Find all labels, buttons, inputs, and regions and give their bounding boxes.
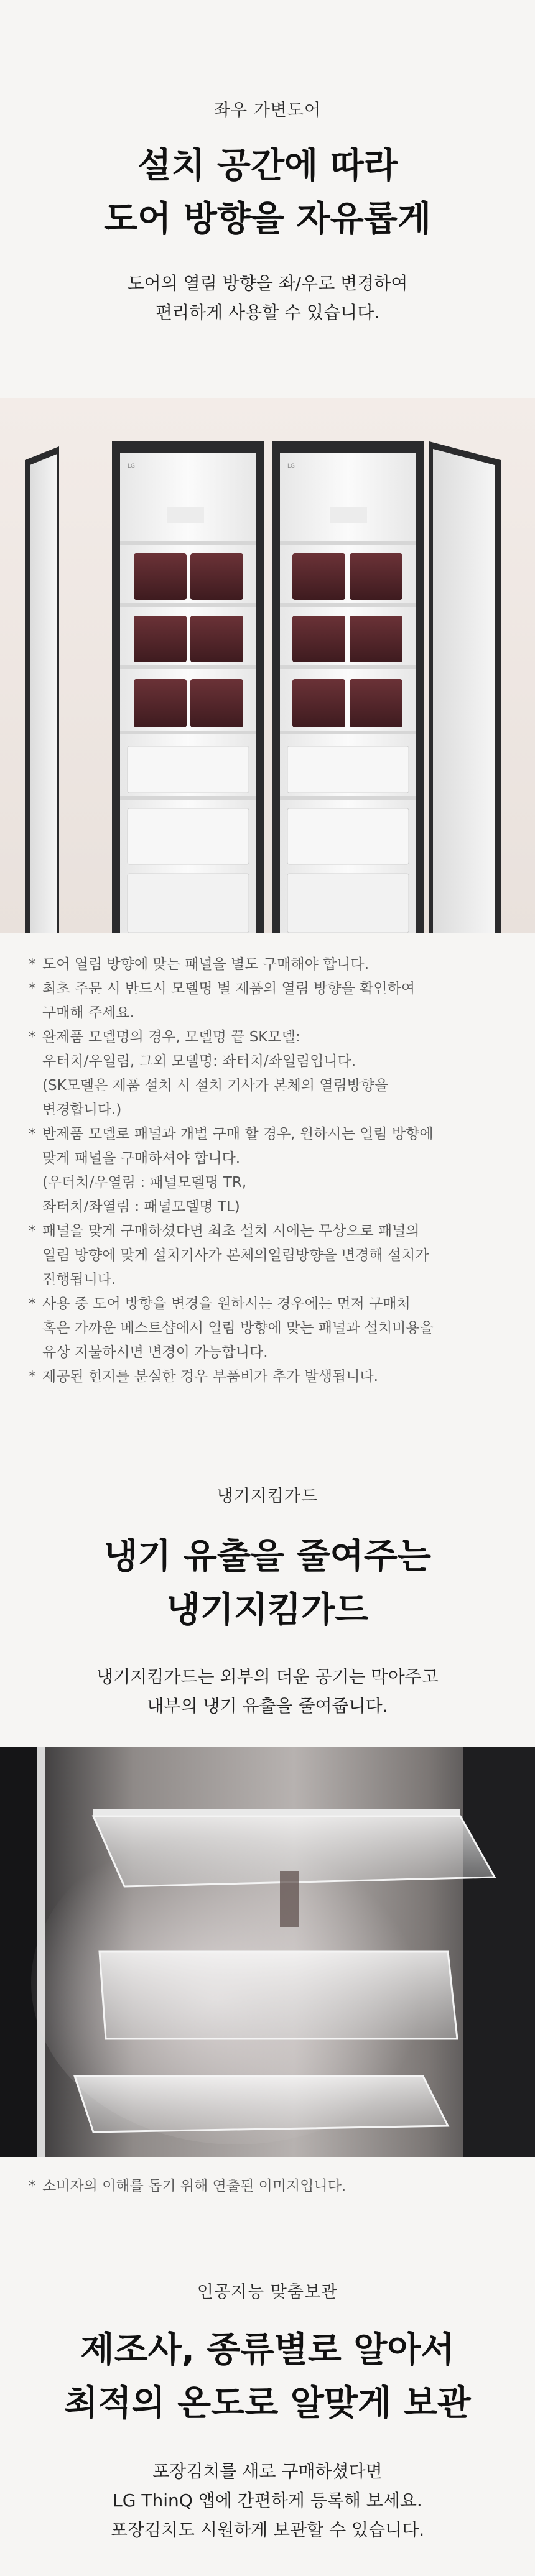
section-description <box>0 2457 535 2563</box>
title-line-2: 최적의 온도로 알맞게 보관 <box>64 2383 471 2424</box>
note-line: 구매해 주세요. <box>42 1005 134 1021</box>
title-line-1: 냉기 유출을 줄여주는 <box>104 1536 431 1577</box>
note-item <box>29 1025 506 1122</box>
desc-line-2: 편리하게 사용할 수 있습니다. <box>155 302 380 323</box>
desc-line-3: 포장김치도 시원하게 보관할 수 있습니다. <box>110 2519 425 2540</box>
note-item <box>29 977 506 1025</box>
section-title <box>0 2324 535 2431</box>
fridge-product-image <box>0 398 535 933</box>
note-line: * 반제품 모델로 패널과 개별 구매 할 경우, 원하시는 열림 방향에 <box>42 1126 434 1142</box>
svg-text:LG: LG <box>128 463 135 469</box>
note-line: 우터치/우열림, 그외 모델명: 좌터치/좌열림입니다. <box>42 1053 356 1069</box>
note-item <box>29 2174 506 2199</box>
right-fridge-unit <box>272 441 501 933</box>
desc-line-2: LG ThinQ 앱에 간편하게 등록해 보세요. <box>113 2490 422 2511</box>
note-item <box>29 1122 506 1219</box>
note-line: 혹은 가까운 베스트샵에서 열림 방향에 맞는 패널과 설치비용을 <box>42 1320 434 1336</box>
note-item <box>29 953 506 977</box>
note-line: * 완제품 모델명의 경우, 모델명 끝 SK모델: <box>42 1029 300 1045</box>
note-line: 변경합니다.) <box>42 1102 122 1118</box>
note-line: 열림 방향에 맞게 설치기사가 본체의열림방향을 변경해 설치가 <box>42 1247 429 1263</box>
section-description <box>0 269 535 327</box>
note-item <box>29 1292 506 1365</box>
desc-line-2: 내부의 냉기 유출을 줄여줍니다. <box>147 1696 388 1716</box>
title-line-1: 설치 공간에 따라 <box>137 145 398 186</box>
note-line: (우터치/우열림 : 패널모델명 TR, <box>42 1175 247 1191</box>
fridge-illustration <box>0 398 535 933</box>
section-eyebrow: 냉기지킴가드 <box>216 1487 319 1506</box>
desc-line-1: 도어의 열림 방향을 좌/우로 변경하여 <box>127 273 408 293</box>
note-line: 진행됩니다. <box>42 1272 116 1288</box>
note-line: 좌터치/좌열림 : 패널모델명 TL) <box>42 1199 240 1215</box>
note-line: * 사용 중 도어 방향을 변경을 원하시는 경우에는 먼저 구매처 <box>42 1296 411 1312</box>
note-line: 맞게 패널을 구매하셔야 합니다. <box>42 1150 241 1166</box>
note-line: * 최초 주문 시 반드시 모델명 별 제품의 열림 방향을 확인하여 <box>42 981 416 997</box>
title-line-2: 냉기지킴가드 <box>166 1590 369 1630</box>
title-line-1: 제조사, 종류별로 알아서 <box>80 2330 455 2370</box>
cold-guard-image <box>0 1747 535 2157</box>
note-line: * 제공된 힌지를 분실한 경우 부품비가 추가 발생됩니다. <box>42 1369 378 1385</box>
desc-line-1: 냉기지킴가드는 외부의 더운 공기는 막아주고 <box>96 1666 439 1687</box>
note-line: (SK모델은 제품 설치 시 설치 기사가 본체의 열림방향을 <box>42 1078 389 1094</box>
section-title <box>0 1530 535 1637</box>
note-line: * 소비자의 이해를 돕기 위해 연출된 이미지입니다. <box>42 2178 347 2194</box>
ai-storage-section <box>0 2199 535 2563</box>
section-title <box>0 139 535 246</box>
cold-guard-illustration <box>0 1747 535 2157</box>
section-eyebrow: 인공지능 맞춤보관 <box>197 2283 338 2302</box>
note-item <box>29 1219 506 1292</box>
section-description <box>0 1662 535 1720</box>
door-notes <box>0 953 535 1389</box>
note-line: 유상 지불하시면 변경이 가능합니다. <box>42 1344 268 1360</box>
svg-text:LG: LG <box>287 463 295 469</box>
note-item <box>29 1365 506 1389</box>
title-line-2: 도어 방향을 자유롭게 <box>104 199 431 239</box>
cold-guard-section <box>0 1389 535 2199</box>
note-line: * 도어 열림 방향에 맞는 패널을 별도 구매해야 합니다. <box>42 956 370 972</box>
section-eyebrow: 좌우 가변도어 <box>213 101 322 120</box>
note-line: * 패널을 맞게 구매하셨다면 최초 설치 시에는 무상으로 패널의 <box>42 1223 420 1239</box>
desc-line-1: 포장김치를 새로 구매하셨다면 <box>152 2461 383 2481</box>
guard-notes <box>0 2174 535 2199</box>
